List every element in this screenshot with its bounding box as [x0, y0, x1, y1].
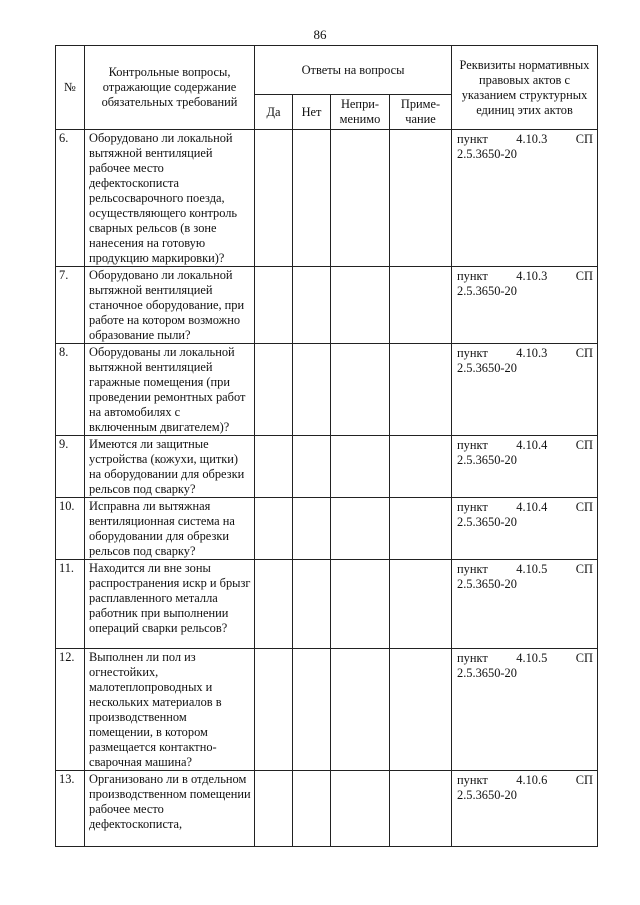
table-row	[56, 436, 598, 498]
header-row	[56, 46, 598, 95]
row-reference	[452, 498, 598, 560]
answer-note-cell[interactable]	[390, 560, 452, 649]
answer-note-cell[interactable]	[390, 649, 452, 771]
ref-label: пункт	[457, 346, 488, 360]
ref-clause: 4.10.4	[516, 500, 548, 514]
answer-yes-cell[interactable]	[255, 436, 293, 498]
ref-clause: 4.10.3	[516, 346, 548, 360]
ref-code: 2.5.3650-20	[457, 577, 517, 591]
answer-na-cell[interactable]	[331, 267, 390, 344]
table-row	[56, 267, 598, 344]
ref-doc: СП	[575, 132, 594, 146]
ref-clause: 4.10.3	[516, 132, 548, 146]
answer-no-cell[interactable]	[293, 436, 331, 498]
row-reference	[452, 649, 598, 771]
answer-no-cell[interactable]	[293, 130, 331, 267]
header-no: Нет	[293, 95, 331, 130]
answer-no-cell[interactable]	[293, 498, 331, 560]
ref-code: 2.5.3650-20	[457, 453, 517, 467]
ref-doc: СП	[575, 562, 594, 576]
table-row	[56, 498, 598, 560]
row-reference	[452, 560, 598, 649]
answer-note-cell[interactable]	[390, 436, 452, 498]
ref-label: пункт	[457, 500, 488, 514]
row-question: Исправна ли вытяжная вентиляционная система на оборудовании для обрезки рельсов под сварку?	[85, 498, 255, 560]
answer-note-cell[interactable]	[390, 771, 452, 847]
answer-na-cell[interactable]	[331, 344, 390, 436]
page-number: 86	[313, 27, 327, 42]
answer-na-cell[interactable]	[331, 498, 390, 560]
ref-clause: 4.10.3	[516, 269, 548, 283]
row-reference	[452, 267, 598, 344]
row-number: 7.	[56, 267, 85, 344]
answer-no-cell[interactable]	[293, 267, 331, 344]
row-number: 10.	[56, 498, 85, 560]
header-yes: Да	[255, 95, 293, 130]
header-na: Непри-менимо	[331, 95, 390, 130]
row-number: 6.	[56, 130, 85, 267]
answer-yes-cell[interactable]	[255, 130, 293, 267]
table-row	[56, 130, 598, 267]
row-number: 9.	[56, 436, 85, 498]
answer-note-cell[interactable]	[390, 130, 452, 267]
table-row	[56, 560, 598, 649]
ref-code: 2.5.3650-20	[457, 788, 517, 802]
row-reference	[452, 436, 598, 498]
row-number: 13.	[56, 771, 85, 847]
row-reference	[452, 344, 598, 436]
ref-code: 2.5.3650-20	[457, 666, 517, 680]
row-number: 11.	[56, 560, 85, 649]
ref-code: 2.5.3650-20	[457, 284, 517, 298]
answer-note-cell[interactable]	[390, 267, 452, 344]
ref-label: пункт	[457, 651, 488, 665]
row-question: Находится ли вне зоны распространения искр и брызг расплавленного металла работник при выполнении операций сварки рельсов?	[85, 560, 255, 649]
checklist-table	[55, 45, 598, 847]
ref-label: пункт	[457, 269, 488, 283]
row-number: 8.	[56, 344, 85, 436]
row-question: Оборудовано ли локальной вытяжной вентиляцией рабочее место дефектоскописта рельсосварочного поезда, осуществляющего контроль сварных рельсов (в зоне нанесения на готовую продукцию маркировки)?	[85, 130, 255, 267]
ref-label: пункт	[457, 438, 488, 452]
answer-yes-cell[interactable]	[255, 344, 293, 436]
ref-label: пункт	[457, 773, 488, 787]
ref-doc: СП	[575, 651, 594, 665]
row-question: Имеются ли защитные устройства (кожухи, щитки) на оборудовании для обрезки рельсов под сварку?	[85, 436, 255, 498]
row-reference	[452, 771, 598, 847]
row-question: Оборудовано ли локальной вытяжной вентиляцией станочное оборудование, при работе на котором возможно образование пыли?	[85, 267, 255, 344]
answer-na-cell[interactable]	[331, 436, 390, 498]
row-reference	[452, 130, 598, 267]
ref-doc: СП	[575, 500, 594, 514]
answer-yes-cell[interactable]	[255, 649, 293, 771]
header-questions: Контрольные вопросы, отражающие содержание обязательных требований	[85, 46, 255, 130]
row-question: Оборудованы ли локальной вытяжной вентиляцией гаражные помещения (при проведении ремонтных работ на автомобилях с включенным двигателем)?	[85, 344, 255, 436]
answer-yes-cell[interactable]	[255, 560, 293, 649]
header-note: Приме-чание	[390, 95, 452, 130]
answer-no-cell[interactable]	[293, 771, 331, 847]
answer-yes-cell[interactable]	[255, 498, 293, 560]
answer-na-cell[interactable]	[331, 649, 390, 771]
ref-code: 2.5.3650-20	[457, 147, 517, 161]
row-number: 12.	[56, 649, 85, 771]
header-refs: Реквизиты нормативных правовых актов с указанием структурных единиц этих актов	[452, 46, 598, 130]
row-question: Выполнен ли пол из огнестойких, малотеплопроводных и нескольких материалов в производственном помещении, в котором размещается контактно-сварочная машина?	[85, 649, 255, 771]
ref-clause: 4.10.6	[516, 773, 548, 787]
ref-code: 2.5.3650-20	[457, 515, 517, 529]
answer-note-cell[interactable]	[390, 344, 452, 436]
header-answers: Ответы на вопросы	[255, 46, 452, 95]
ref-clause: 4.10.4	[516, 438, 548, 452]
ref-label: пункт	[457, 562, 488, 576]
answer-no-cell[interactable]	[293, 344, 331, 436]
answer-na-cell[interactable]	[331, 771, 390, 847]
table-row	[56, 344, 598, 436]
table-row	[56, 649, 598, 771]
answer-yes-cell[interactable]	[255, 267, 293, 344]
ref-label: пункт	[457, 132, 488, 146]
answer-no-cell[interactable]	[293, 649, 331, 771]
ref-doc: СП	[575, 438, 594, 452]
table-row	[56, 771, 598, 847]
ref-code: 2.5.3650-20	[457, 361, 517, 375]
header-num: №	[56, 46, 85, 130]
answer-note-cell[interactable]	[390, 498, 452, 560]
ref-doc: СП	[575, 773, 594, 787]
answer-yes-cell[interactable]	[255, 771, 293, 847]
ref-clause: 4.10.5	[516, 562, 548, 576]
ref-doc: СП	[575, 269, 594, 283]
answer-no-cell[interactable]	[293, 560, 331, 649]
ref-clause: 4.10.5	[516, 651, 548, 665]
answer-na-cell[interactable]	[331, 130, 390, 267]
row-question: Организовано ли в отдельном производственном помещении рабочее место дефектоскописта,	[85, 771, 255, 847]
ref-doc: СП	[575, 346, 594, 360]
answer-na-cell[interactable]	[331, 560, 390, 649]
